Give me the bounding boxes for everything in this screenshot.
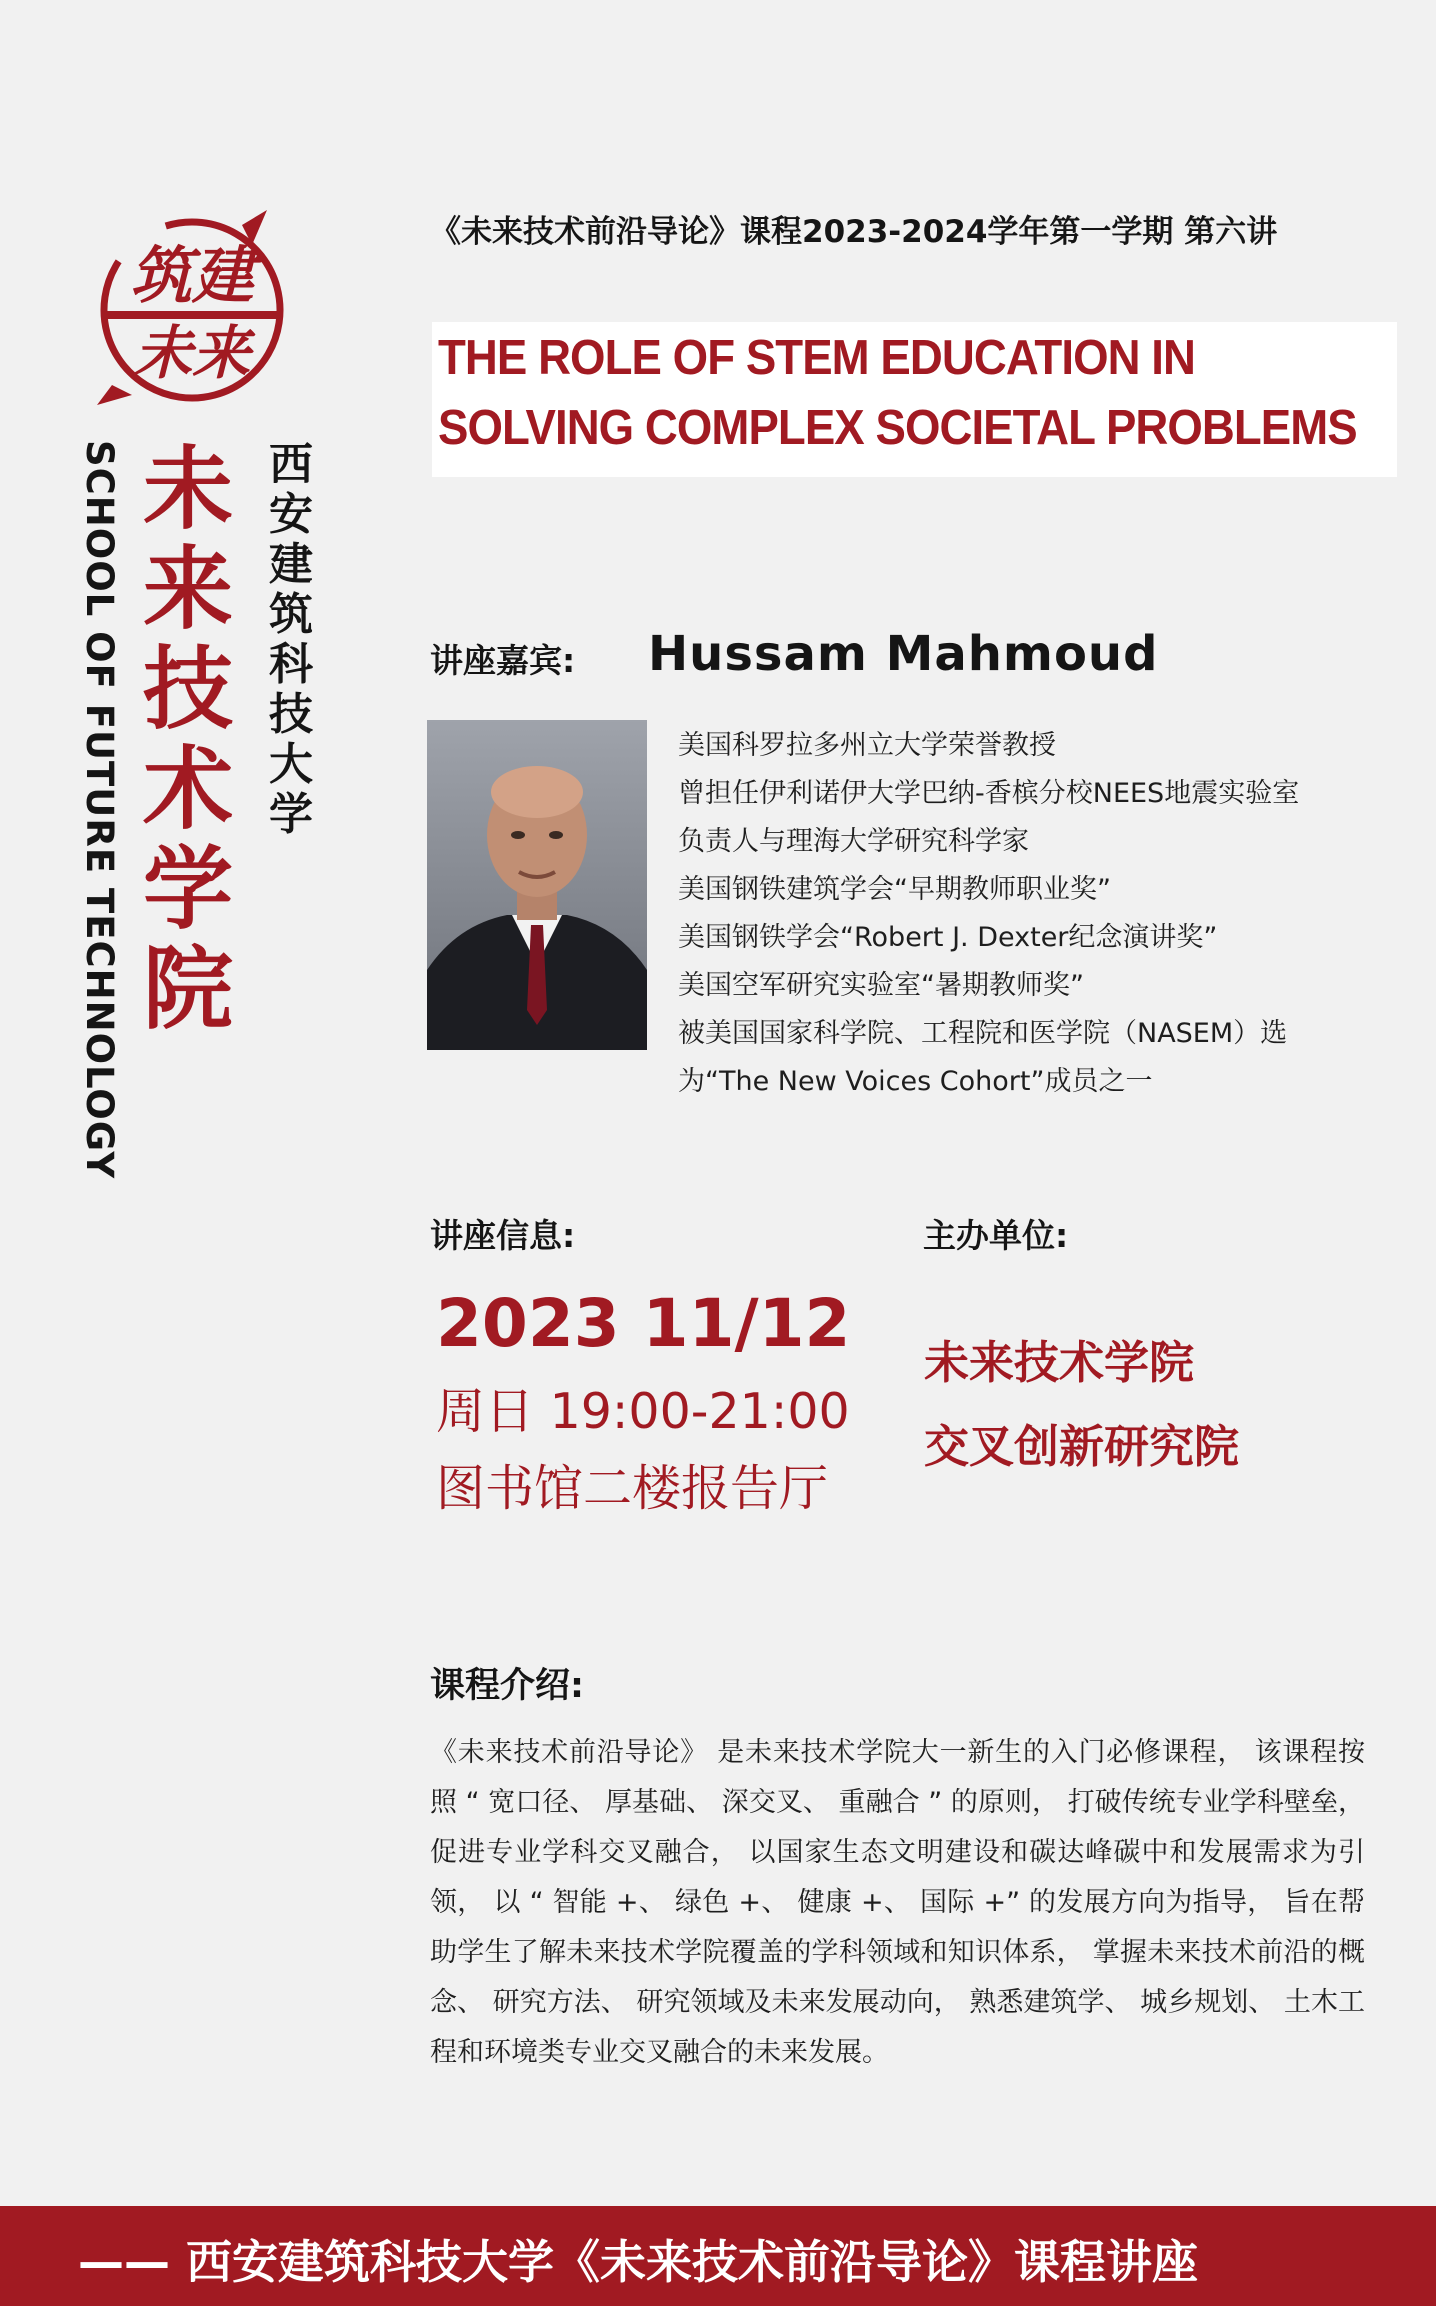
host-label: 主办单位: xyxy=(923,1216,1069,1255)
university-name-vertical: 西安建筑科技大学 xyxy=(269,439,313,840)
lecture-time: 周日 19:00-21:00 xyxy=(436,1383,850,1440)
bio-line: 美国科罗拉多州立大学荣誉教授 xyxy=(678,730,1056,761)
bio-line: 美国钢铁建筑学会“早期教师职业奖” xyxy=(678,874,1111,905)
logo-text-top: 筑建 xyxy=(129,239,255,312)
logo-text-bottom: 未来 xyxy=(133,319,251,387)
lecture-title-line1: THE ROLE OF STEM EDUCATION IN xyxy=(438,331,1196,385)
school-logo xyxy=(92,205,297,410)
host-org-1: 未来技术学院 xyxy=(924,1336,1195,1389)
intro-label: 课程介绍: xyxy=(430,1666,584,1706)
lecture-venue: 图书馆二楼报告厅 xyxy=(436,1460,829,1517)
speaker-label: 讲座嘉宾: xyxy=(430,641,576,680)
footer-text: —— 西安建筑科技大学《未来技术前沿导论》课程讲座 xyxy=(78,2235,1199,2289)
college-name-vertical: 未来技术学院 xyxy=(143,437,233,1042)
info-label: 讲座信息: xyxy=(430,1216,576,1255)
bio-line: 曾担任伊利诺伊大学巴纳-香槟分校NEES地震实验室 xyxy=(678,778,1300,809)
bio-line: 美国空军研究实验室“暑期教师奖” xyxy=(678,970,1084,1001)
english-school-name: SCHOOL OF FUTURE TECHNOLOGY xyxy=(78,440,121,1180)
intro-text: 《未来技术前沿导论》 是未来技术学院大一新生的入门必修课程， 该课程按照 “ 宽口径、 厚基础、 深交叉、 重融合 ” 的原则， 打破传统专业学科壁垒， 促进专业学科交叉融合， 以国家生态文明建设和碳达峰碳中和发展需求为引领， 以 “ 智能 +、 绿色 +、 健康 +、 国际 +” 的发展方向为指导， 旨在帮助学生了解未来技术学院覆盖的学科领域和知识体系， 掌握未来技术前沿的概念、 研究方法、 研究领域及未来发展动向， 熟悉建筑学、 城乡规划、 土木工程和环境类专业交叉融合的未来发展。 xyxy=(430,1737,1365,2068)
speaker-photo xyxy=(427,720,647,1050)
lecture-title-line2: SOLVING COMPLEX SOCIETAL PROBLEMS xyxy=(438,401,1357,455)
speaker-bio xyxy=(678,722,1378,1106)
lecture-date: 2023 11/12 xyxy=(436,1285,851,1362)
english-name-wrap xyxy=(78,440,128,1200)
bio-line: 美国钢铁学会“Robert J. Dexter纪念演讲奖” xyxy=(678,922,1218,953)
bio-line: 被美国国家科学院、工程院和医学院（NASEM）选 xyxy=(678,1018,1288,1049)
bio-line: 为“The New Voices Cohort”成员之一 xyxy=(678,1066,1153,1097)
course-line: 《未来技术前沿导论》课程2023-2024学年第一学期 第六讲 xyxy=(430,214,1278,250)
host-org-2: 交叉创新研究院 xyxy=(924,1420,1240,1473)
bio-line: 负责人与理海大学研究科学家 xyxy=(678,826,1029,857)
speaker-name: Hussam Mahmoud xyxy=(648,626,1159,682)
